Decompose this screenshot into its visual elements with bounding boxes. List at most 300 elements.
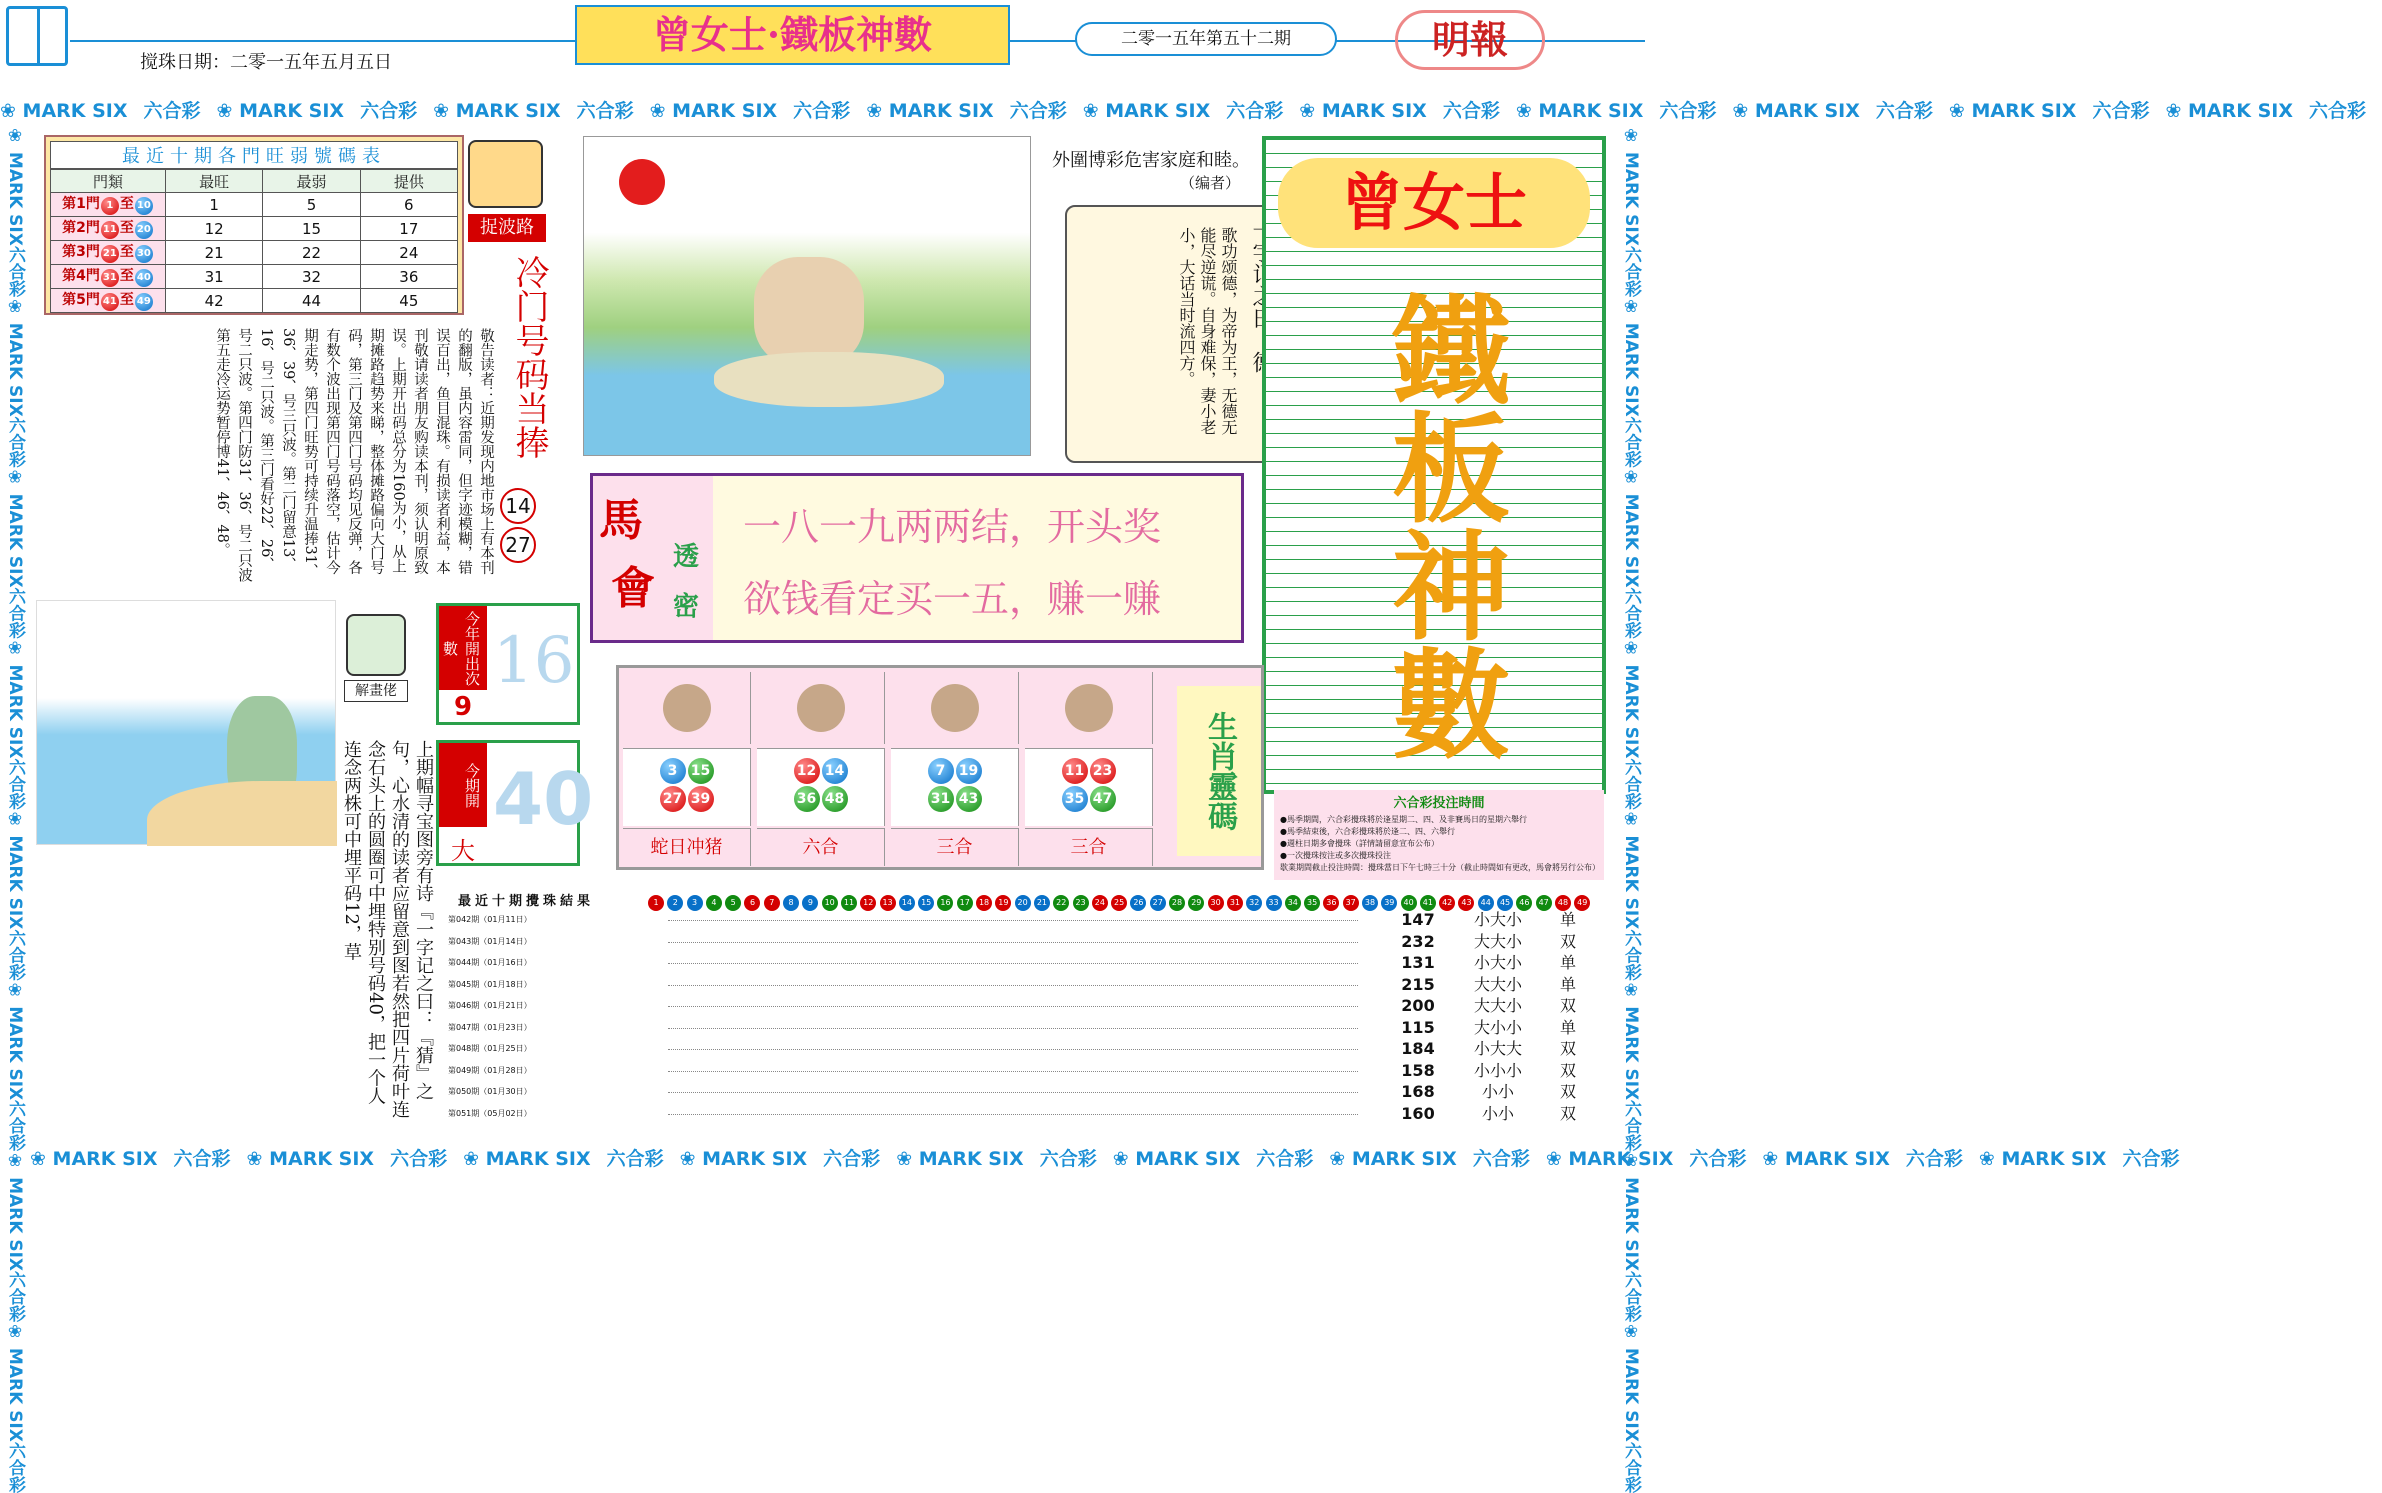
result-oddeven: 双: [1559, 996, 1576, 1015]
result-oddeven: 双: [1559, 1060, 1576, 1080]
stat-offer: 6: [360, 193, 457, 217]
brand-name: 曾女士: [1278, 158, 1590, 248]
result-period: 第047期（01月23日）: [448, 1022, 532, 1032]
band-en: ❀ MARK SIX: [649, 100, 778, 122]
header-number-ball: 38: [1362, 895, 1378, 911]
header-number-ball: 39: [1381, 895, 1397, 911]
year-label: 今年開出次數: [439, 606, 487, 690]
band-en: ❀ MARK SIX: [5, 126, 25, 246]
result-row-line: [668, 1006, 1358, 1007]
band-en: ❀ MARK SIX: [1082, 100, 1211, 122]
band-cn: 六合彩: [1621, 416, 1641, 468]
bet-time-box: [1274, 790, 1604, 880]
header-number-ball: 37: [1343, 895, 1359, 911]
zodiac-numbers: [891, 748, 1019, 826]
band-en: ❀ MARK SIX: [896, 1148, 1024, 1170]
results-box: [448, 890, 1608, 1132]
band-cn: 六合彩: [5, 587, 25, 639]
washerwoman-figure: [754, 257, 864, 367]
cold-num-1: 14: [500, 488, 536, 524]
header-number-ball: 19: [995, 895, 1011, 911]
stats-row: [51, 193, 458, 217]
door-cell: [51, 265, 166, 289]
header-number-ball: 35: [1304, 895, 1320, 911]
header-number-ball: 3: [687, 895, 703, 911]
brand-logo: 明報: [1395, 10, 1545, 70]
zodiac-side-label: 生肖靈碼: [1177, 686, 1261, 856]
bet-time-line-3: ●週柱日期多會攪珠（詳情請留意宣布公布）: [1280, 839, 1439, 848]
zodiac-box: [616, 665, 1264, 870]
stat-min: 15: [263, 217, 360, 241]
stat-min: 5: [263, 193, 360, 217]
header-number-ball: 28: [1169, 895, 1185, 911]
number-ball: 19: [956, 758, 982, 784]
col-max: 最旺: [166, 170, 263, 193]
band-cn: 六合彩: [1621, 1441, 1641, 1493]
result-total: 168: [1401, 1082, 1435, 1101]
door-label: 第3門: [62, 244, 100, 260]
band-cn: 六合彩: [1039, 1148, 1097, 1170]
result-oddeven: 单: [1559, 974, 1576, 994]
stat-max: 31: [166, 265, 263, 289]
band-cn: 六合彩: [1689, 1148, 1747, 1170]
brand-box: [1262, 136, 1606, 794]
band-en: ❀ MARK SIX: [433, 100, 561, 122]
header-number-ball: 6: [744, 895, 760, 911]
result-total: 158: [1401, 1060, 1435, 1080]
band-cn: 六合彩: [5, 416, 25, 468]
stats-row: [51, 217, 458, 241]
band-cn: 六合彩: [5, 1100, 25, 1152]
band-cn: 六合彩: [5, 245, 25, 297]
door-label: 第4門: [62, 268, 100, 284]
stat-max: 21: [166, 241, 263, 265]
band-cn: 六合彩: [390, 1148, 448, 1170]
header-number-ball: 40: [1401, 895, 1417, 911]
band-cn: 六合彩: [793, 100, 851, 122]
result-period: 第049期（01月28日）: [448, 1065, 532, 1075]
header-number-ball: 34: [1285, 895, 1301, 911]
band-cn: 六合彩: [1621, 587, 1641, 639]
door-cell: [51, 241, 166, 265]
result-row-line: [668, 1049, 1358, 1050]
snake-icon: [623, 672, 751, 744]
rooster-icon: [1025, 672, 1153, 744]
result-oddeven: 双: [1559, 1039, 1576, 1058]
to-label: 至: [119, 268, 134, 284]
header-number-ball: 45: [1497, 895, 1513, 911]
band-cn: 六合彩: [1256, 1148, 1314, 1170]
band-en: ❀ MARK SIX: [1329, 1148, 1457, 1170]
band-en: ❀ MARK SIX: [1621, 467, 1641, 588]
header-number-ball: 49: [1574, 895, 1590, 911]
band-cn: 六合彩: [2122, 1148, 2180, 1170]
horse-label-3: 透: [673, 542, 700, 572]
to-label: 至: [119, 220, 134, 236]
monkey-icon: [757, 672, 885, 744]
band-en: ❀ MARK SIX: [1621, 809, 1641, 930]
col-min: 最弱: [263, 170, 360, 193]
header-number-ball: 29: [1188, 895, 1204, 911]
horse-line-2: 欲钱看定买一五，赚一赚: [743, 577, 1162, 621]
stats-row: [51, 289, 458, 313]
stats-table-box: [44, 135, 464, 315]
band-en: ❀ MARK SIX: [1299, 100, 1427, 122]
col-offer: 提供: [360, 170, 457, 193]
band-cn: 六合彩: [1621, 1100, 1641, 1152]
stats-row: [51, 265, 458, 289]
header-number-ball: 1: [648, 895, 664, 911]
number-ball: 48: [822, 786, 848, 812]
poem-note: 外圍博彩危害家庭和睦。: [1052, 150, 1250, 171]
door-from-ball: 21: [101, 245, 119, 263]
band-cn: 六合彩: [1875, 100, 1933, 122]
band-cn: 六合彩: [2092, 100, 2150, 122]
band-cn: 六合彩: [1905, 1148, 1963, 1170]
door-to-ball: 30: [135, 245, 153, 263]
header-number-ball: 47: [1536, 895, 1552, 911]
result-oddeven: 双: [1559, 1103, 1576, 1123]
result-total: 232: [1401, 931, 1435, 951]
horse-box: [590, 473, 1244, 643]
band-cn: 六合彩: [5, 758, 25, 810]
result-size: 小大小: [1473, 953, 1522, 972]
to-label: 至: [119, 244, 134, 260]
horse-label-4: 密: [673, 592, 700, 622]
zodiac-numbers: [757, 748, 885, 826]
band-en: ❀ MARK SIX: [1762, 1148, 1890, 1170]
result-oddeven: 单: [1559, 910, 1576, 929]
right-band: [1618, 126, 1644, 1493]
band-cn: 六合彩: [143, 100, 201, 122]
horse-label-box: [593, 476, 713, 640]
number-ball: 23: [1090, 758, 1116, 784]
door-to-ball: 10: [135, 197, 153, 215]
number-ball: 43: [956, 786, 982, 812]
result-size: 小大大: [1473, 1039, 1522, 1058]
painter-text: 上期幅寻宝图旁有诗『一字记之曰：『猜』之句，心水清的读者应留意到图若然把四片荷叶连念石头上的圆圈可中埋特别号码40，把一个人连念两株可中埋平码12，草: [341, 740, 434, 1118]
result-size: 大小小: [1473, 1017, 1522, 1037]
stats-row: [51, 241, 458, 265]
to-label: 至: [119, 196, 134, 212]
door-cell: [51, 217, 166, 241]
header-number-ball: 10: [822, 895, 838, 911]
zodiac-relation: 三合: [891, 828, 1019, 866]
door-from-ball: 41: [101, 293, 119, 311]
band-cn: 六合彩: [1659, 100, 1717, 122]
header-number-ball: 33: [1266, 895, 1282, 911]
zodiac-relation: 三合: [1025, 828, 1153, 866]
header-number-ball: 5: [725, 895, 741, 911]
door-label: 第5門: [62, 292, 100, 308]
band-en: ❀ MARK SIX: [1978, 1148, 2107, 1170]
result-total: 160: [1401, 1103, 1435, 1123]
number-ball: 12: [794, 758, 820, 784]
result-row-line: [668, 920, 1358, 921]
band-en: ❀ MARK SIX: [1621, 1322, 1641, 1442]
result-oddeven: 双: [1559, 931, 1576, 951]
zodiac-numbers: [623, 748, 751, 826]
result-row-line: [668, 985, 1358, 986]
header-number-ball: 8: [783, 895, 799, 911]
stat-max: 1: [166, 193, 263, 217]
band-en: ❀ MARK SIX: [5, 296, 25, 417]
result-row-line: [668, 1092, 1358, 1093]
header-number-ball: 22: [1053, 895, 1069, 911]
band-en: ❀ MARK SIX: [1621, 126, 1641, 246]
header-number-ball: 25: [1111, 895, 1127, 911]
band-en: ❀ MARK SIX: [1621, 1151, 1641, 1272]
col-door: 門類: [51, 170, 166, 193]
scroll: [1065, 205, 1293, 463]
band-en: ❀ MARK SIX: [1545, 1148, 1674, 1170]
band-en: ❀ MARK SIX: [1621, 638, 1641, 759]
scroll-text: 歌功颂德，为帝为王，无德无能尽逆谎。自身难保，妻小老小，大话当时流四方。: [1177, 227, 1238, 435]
band-en: ❀ MARK SIX: [1112, 1148, 1241, 1170]
band-en: ❀ MARK SIX: [0, 100, 128, 122]
header-number-ball: 12: [860, 895, 876, 911]
band-en: ❀ MARK SIX: [2165, 100, 2293, 122]
band-en: ❀ MARK SIX: [216, 100, 345, 122]
result-total: 115: [1401, 1017, 1435, 1037]
band-en: ❀ MARK SIX: [30, 1148, 158, 1170]
band-cn: 六合彩: [1621, 1271, 1641, 1323]
door-label: 第2門: [62, 220, 100, 236]
band-cn: 六合彩: [5, 929, 25, 981]
band-cn: 六合彩: [606, 1148, 664, 1170]
article-text: 敬告读者：近期发现内地市场上有本刊的翻版，虽内容雷同，但字迹模糊，错误百出，鱼目混珠。有损读者利益，本刊敬请读者朋友购读本刊，须认明原致误。上期开出码总分为160为小，从上期摊路趋势来睇，整体摊路偏向大门号码，第三门及第四门号码均见反弹，各有数个波出现第四门号码落空，估计今期走势，第四门旺势可持续升温捧31、36、39、号三只波。第二门留意13、16、号二只波。第三门看好22、26、号二只波。第四门防31、36、号二只波第五走冷运势暂停博41、46、48。: [214, 328, 494, 583]
number-ball: 15: [688, 758, 714, 784]
header-number-ball: 20: [1015, 895, 1031, 911]
poem-editor: （编者）: [1180, 174, 1241, 192]
number-header: [648, 890, 1598, 906]
band-cn: 六合彩: [1621, 929, 1641, 981]
number-ball: 3: [660, 758, 686, 784]
header-number-ball: 9: [802, 895, 818, 911]
result-total: 147: [1401, 910, 1435, 929]
band-en: ❀ MARK SIX: [866, 100, 994, 122]
horse-label-1: 馬: [599, 495, 643, 546]
this-sub: 大: [451, 837, 475, 865]
horse-label-2: 會: [611, 563, 655, 614]
number-ball: 7: [928, 758, 954, 784]
result-period: 第044期（01月16日）: [448, 958, 532, 967]
result-total: 131: [1401, 953, 1435, 972]
stat-offer: 45: [360, 289, 457, 313]
header-number-ball: 21: [1034, 895, 1050, 911]
to-label: 至: [119, 292, 134, 308]
header-number-ball: 42: [1439, 895, 1455, 911]
header-number-ball: 44: [1478, 895, 1494, 911]
number-ball: 14: [822, 758, 848, 784]
header-number-ball: 31: [1227, 895, 1243, 911]
number-ball: 39: [688, 786, 714, 812]
stat-min: 22: [263, 241, 360, 265]
rock-platform: [714, 352, 944, 407]
band-cn: 六合彩: [2309, 100, 2367, 122]
header-number-ball: 36: [1323, 895, 1339, 911]
book-icon: [6, 6, 68, 66]
number-ball: 27: [660, 786, 686, 812]
result-row-line: [668, 963, 1358, 964]
result-period: 第043期（01月14日）: [448, 936, 532, 946]
band-cn: 六合彩: [173, 1148, 231, 1170]
year-sub: 9: [453, 692, 473, 722]
band-cn: 六合彩: [1009, 100, 1067, 122]
band-en: ❀ MARK SIX: [1732, 100, 1860, 122]
band-cn: 六合彩: [576, 100, 634, 122]
result-oddeven: 单: [1559, 1017, 1576, 1037]
band-cn: 六合彩: [823, 1148, 881, 1170]
result-period: 第046期（01月21日）: [448, 1001, 532, 1010]
header-number-ball: 24: [1092, 895, 1108, 911]
band-en: ❀ MARK SIX: [5, 638, 25, 759]
horse-line-1: 一八一九两两结，开头奖: [743, 505, 1162, 549]
band-en: ❀ MARK SIX: [5, 809, 25, 930]
result-size: 大大小: [1473, 974, 1522, 994]
this-num: 40: [493, 757, 594, 841]
result-total: 184: [1401, 1039, 1435, 1058]
results-title: 最近十期攪珠結果: [458, 894, 595, 909]
result-size: 小小小: [1473, 1060, 1522, 1080]
band-cn: 六合彩: [1621, 245, 1641, 297]
header-number-ball: 32: [1246, 895, 1262, 911]
result-period: 第050期（01月30日）: [448, 1087, 532, 1096]
band-en: ❀ MARK SIX: [463, 1148, 591, 1170]
number-ball: 36: [794, 786, 820, 812]
band-en: ❀ MARK SIX: [246, 1148, 375, 1170]
door-to-ball: 49: [135, 293, 153, 311]
result-size: 小小: [1481, 1103, 1514, 1123]
zodiac-numbers: [1025, 748, 1153, 826]
result-total: 200: [1401, 996, 1435, 1015]
door-from-ball: 11: [101, 221, 119, 239]
result-row-line: [668, 942, 1358, 943]
year-num: 16: [493, 624, 575, 698]
painter-icon: [346, 614, 406, 676]
bottom-band: [30, 1144, 2180, 1172]
door-to-ball: 40: [135, 269, 153, 287]
year-count-box: [436, 603, 580, 725]
brand-big-title: 鐵板神數: [1372, 289, 1511, 761]
stat-offer: 36: [360, 265, 457, 289]
header-number-ball: 48: [1555, 895, 1571, 911]
result-size: 小小: [1481, 1082, 1514, 1101]
band-en: ❀ MARK SIX: [1621, 296, 1641, 417]
stat-offer: 24: [360, 241, 457, 265]
issue-badge: 二零一五年第五十二期: [1075, 22, 1337, 56]
number-ball: 47: [1090, 786, 1116, 812]
bet-time-line-2: ●馬季結束後，六合彩攪珠將於逢二、四、六舉行: [1280, 827, 1455, 836]
band-en: ❀ MARK SIX: [1515, 100, 1644, 122]
bet-time-line-1: ●馬季期間，六合彩攪珠將於逢星期二、四、及非賽馬日的星期六舉行: [1280, 815, 1527, 824]
header-number-ball: 18: [976, 895, 992, 911]
result-row-line: [668, 1071, 1358, 1072]
header-number-ball: 2: [667, 895, 683, 911]
this-count-box: [436, 740, 594, 866]
ox-icon: [891, 672, 1019, 744]
header-number-ball: 46: [1516, 895, 1532, 911]
band-cn: 六合彩: [5, 1271, 25, 1323]
top-band: [0, 96, 2367, 124]
door-to-ball: 20: [135, 221, 153, 239]
zodiac-relation: 六合: [757, 828, 885, 866]
stats-table: [50, 169, 458, 313]
header-number-ball: 17: [957, 895, 973, 911]
bet-time-title: 六合彩投注時間: [1393, 796, 1485, 811]
left-band: [4, 126, 28, 1493]
this-label: 今期開: [439, 743, 487, 827]
stat-offer: 17: [360, 217, 457, 241]
door-label: 第1門: [62, 196, 100, 212]
number-ball: 31: [928, 786, 954, 812]
draw-date: 搅珠日期：二零一五年五月五日: [140, 52, 392, 73]
number-ball: 11: [1062, 758, 1088, 784]
header-number-ball: 26: [1130, 895, 1146, 911]
stats-table-title: 最近十期各門旺弱號碼表: [50, 141, 458, 169]
header-number-ball: 11: [841, 895, 857, 911]
result-period: 第048期（01月25日）: [448, 1044, 532, 1053]
result-row-line: [668, 1028, 1358, 1029]
header-number-ball: 27: [1150, 895, 1166, 911]
band-en: ❀ MARK SIX: [679, 1148, 808, 1170]
door-cell: [51, 193, 166, 217]
result-total: 215: [1401, 974, 1435, 994]
result-size: 小大小: [1473, 910, 1522, 929]
band-cn: 六合彩: [1621, 758, 1641, 810]
sun-icon: [619, 159, 665, 205]
cold-num-2: 27: [500, 527, 536, 563]
bet-time-line-4: ●一次攪珠按注或多次攪珠投注: [1280, 851, 1391, 860]
cold-title: 冷门号码当捧: [509, 255, 549, 459]
header-number-ball: 14: [899, 895, 915, 911]
result-oddeven: 单: [1559, 953, 1576, 972]
band-cn: 六合彩: [1472, 1148, 1530, 1170]
bet-time-line-5: 歇業期間截止投注時間：攪珠當日下午七時三十分（截止時間如有更改，馬會將另行公布）: [1280, 863, 1600, 872]
stat-min: 44: [263, 289, 360, 313]
painter-label: 解畫佬: [344, 680, 408, 702]
stat-min: 32: [263, 265, 360, 289]
stat-max: 12: [166, 217, 263, 241]
band-en: ❀ MARK SIX: [5, 1151, 25, 1272]
page-title: 曾女士·鐵板神數: [575, 5, 1010, 65]
bopo-label: 捉波路: [468, 214, 546, 242]
result-size: 大大小: [1473, 931, 1522, 951]
header-number-ball: 41: [1420, 895, 1436, 911]
band-cn: 六合彩: [5, 1441, 25, 1493]
zodiac-relation: 蛇日冲猪: [623, 828, 751, 866]
scene-image: [583, 136, 1031, 456]
header-number-ball: 23: [1073, 895, 1089, 911]
result-oddeven: 双: [1559, 1082, 1576, 1101]
band-en: ❀ MARK SIX: [5, 980, 25, 1101]
band-en: ❀ MARK SIX: [1948, 100, 2077, 122]
header-number-ball: 30: [1208, 895, 1224, 911]
result-size: 大大小: [1473, 996, 1522, 1015]
header-number-ball: 4: [706, 895, 722, 911]
header-number-ball: 13: [880, 895, 896, 911]
header-number-ball: 15: [918, 895, 934, 911]
door-from-ball: 1: [101, 197, 119, 215]
header-number-ball: 43: [1458, 895, 1474, 911]
band-en: ❀ MARK SIX: [5, 467, 25, 588]
band-cn: 六合彩: [1226, 100, 1284, 122]
band-cn: 六合彩: [1442, 100, 1500, 122]
door-from-ball: 31: [101, 269, 119, 287]
result-period: 第051期（05月02日）: [448, 1108, 532, 1118]
stat-max: 42: [166, 289, 263, 313]
hand-icon: [468, 140, 543, 208]
